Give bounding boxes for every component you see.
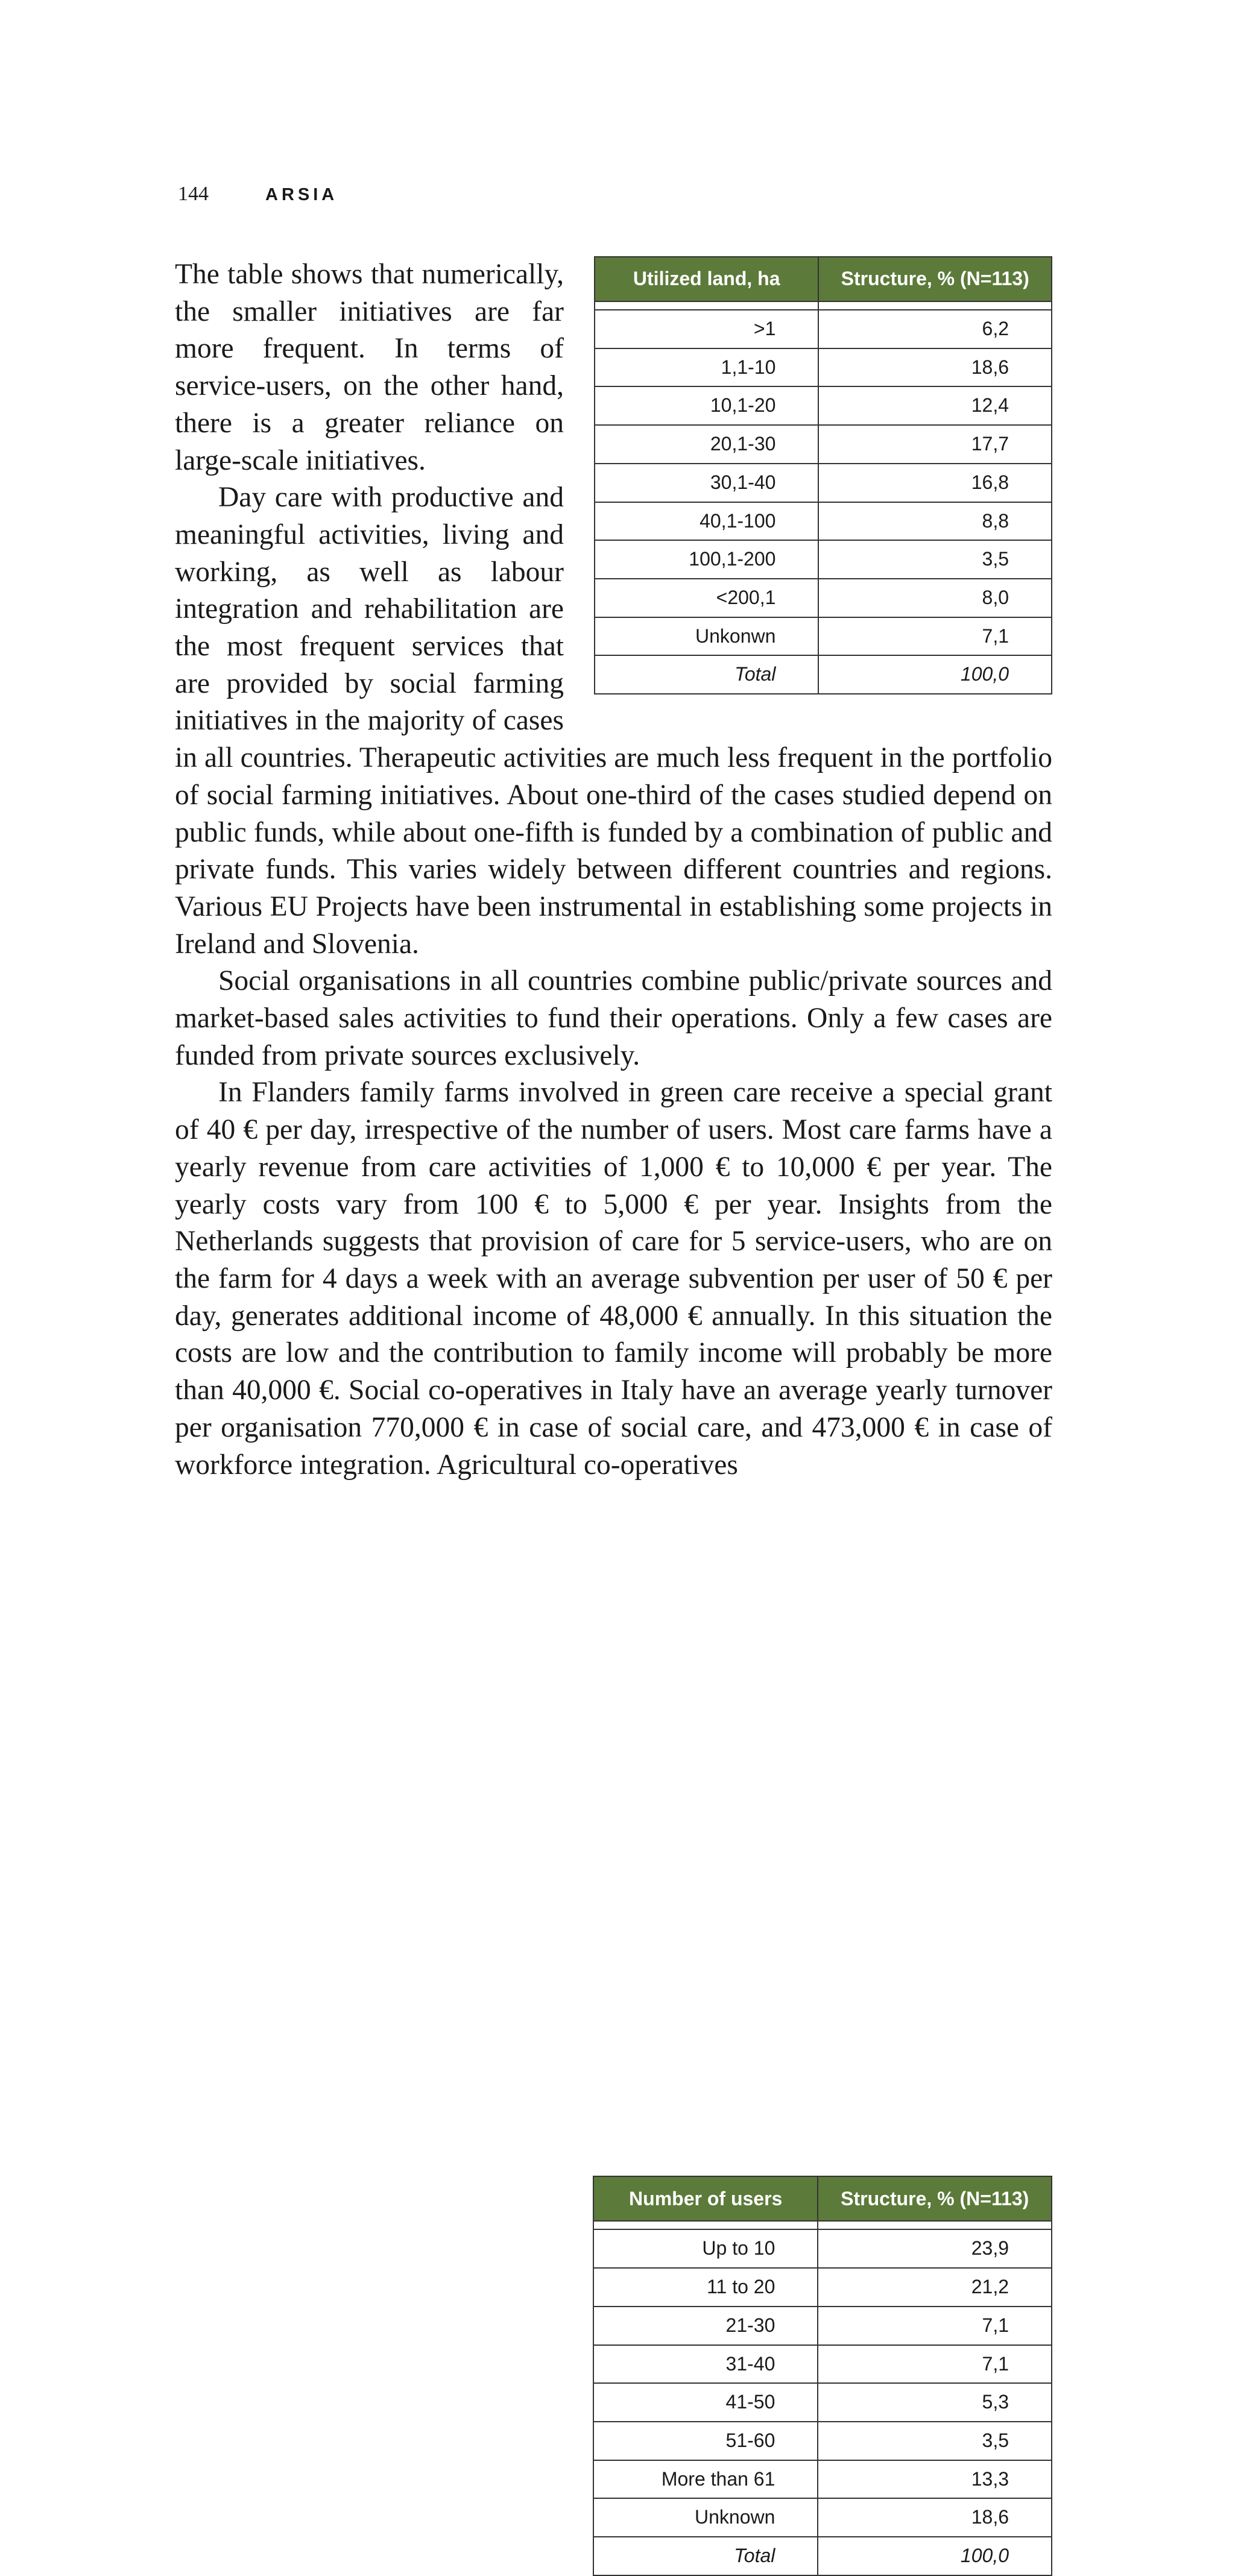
table-cell: 100,0 [818, 655, 1052, 694]
table-cell: 11 to 20 [593, 2268, 818, 2307]
table-cell: More than 61 [593, 2460, 818, 2499]
table-cell: 100,0 [818, 2537, 1052, 2575]
table-cell: Unkonwn [595, 617, 818, 656]
table-cell: 21-30 [593, 2307, 818, 2345]
table-row [595, 310, 1052, 348]
table-cell: 7,1 [818, 2307, 1052, 2345]
table-cell: 40,1-100 [595, 502, 818, 541]
table-cell: 41-50 [593, 2383, 818, 2422]
table-cell: 18,6 [818, 2498, 1052, 2537]
table-row [593, 2498, 1052, 2537]
page-number: 144 [178, 183, 209, 205]
table-row [595, 348, 1052, 387]
table-row [593, 2229, 1052, 2268]
table-cell: 23,9 [818, 2229, 1052, 2268]
table-cell: 18,6 [818, 348, 1052, 387]
column-header: Structure, % (N=113) [818, 2176, 1052, 2221]
paragraph: Social organisations in all countries combine public/private sources and market-based sales activities to fund their operations. Only a few cases are funded from private sources exclusively. [175, 965, 1052, 1071]
paragraph: The table shows that numerically, the smaller initiatives are far more frequent. In terms of service-users, on the other hand, there is a greater reliance on large-scale initiatives. [175, 259, 564, 476]
body-text [175, 256, 1052, 2567]
table-total-row [595, 655, 1052, 694]
table-cell: 3,5 [818, 2422, 1052, 2460]
column-header: Utilized land, ha [595, 257, 818, 301]
table-cell: 21,2 [818, 2268, 1052, 2307]
table-cell: Unknown [593, 2498, 818, 2537]
table-row [593, 2307, 1052, 2345]
table-utilized-land [594, 256, 1052, 720]
table-number-of-users [593, 2176, 1052, 2567]
table-row [593, 2383, 1052, 2422]
column-header: Structure, % (N=113) [818, 257, 1052, 301]
table-row [593, 2422, 1052, 2460]
table-cell: 31-40 [593, 2345, 818, 2384]
table-cell: 6,2 [818, 310, 1052, 348]
paragraph: In Flanders family farms involved in green care receive a special grant of 40 € per day, irrespective of the number of users. Most care farms have a yearly revenue from care activities of 1,000 € to 10,000 € per year. The yearly costs vary from 100 € to 5,000 € per year. Insights from the Netherlands suggests that provision of care for 5 service-users, who are on the farm for 4 days a week with an average subvention per user of 50 € per day, generates additional income of 48,000 € annually. In this situation the costs are low and the contribution to family income will probably be more than 40,000 €. Social co-operatives in Italy have an average yearly turnover per organisation 770,000 € in case of social care, and 473,000 € in case of workforce integration. Agricultural co-operatives [175, 1077, 1052, 1481]
paragraph: Day care with productive and meaningful activities, living and working, as well as labour integration and rehabilitation are the most frequent services that are provided by social farming initiatives in the majority of cases in all countries. Therapeutic activities are much less frequent in the portfolio of social farming initiatives. About one-third of the cases studied depend on public funds, while about one-fifth is funded by a combination of public and private funds. This varies widely between different countries and regions. Various EU Projects have been instrumental in establishing some projects in Ireland and Slovenia. [175, 482, 1052, 960]
table-cell: 20,1-30 [595, 425, 818, 464]
table-cell: 100,1-200 [595, 540, 818, 579]
table-cell: 1,1-10 [595, 348, 818, 387]
table-cell: 16,8 [818, 464, 1052, 502]
table-cell: Up to 10 [593, 2229, 818, 2268]
table-row [595, 617, 1052, 656]
table-row [595, 464, 1052, 502]
column-header: Number of users [593, 2176, 818, 2221]
table-cell: 17,7 [818, 425, 1052, 464]
table-cell: Total [595, 655, 818, 694]
table-cell: 10,1-20 [595, 386, 818, 425]
table-cell: 7,1 [818, 2345, 1052, 2384]
table-cell: >1 [595, 310, 818, 348]
table-cell: Total [593, 2537, 818, 2575]
table-cell: 5,3 [818, 2383, 1052, 2422]
table-row [595, 502, 1052, 541]
table-row [593, 2460, 1052, 2499]
running-title: ARSIA [265, 185, 338, 204]
table-cell: 13,3 [818, 2460, 1052, 2499]
table-row [595, 425, 1052, 464]
table-total-row [593, 2537, 1052, 2575]
table-cell: 8,8 [818, 502, 1052, 541]
table-row [593, 2268, 1052, 2307]
table-cell: 51-60 [593, 2422, 818, 2460]
table-row [593, 2345, 1052, 2384]
table-cell: 8,0 [818, 579, 1052, 617]
table-cell: <200,1 [595, 579, 818, 617]
table-row [595, 579, 1052, 617]
table-cell: 30,1-40 [595, 464, 818, 502]
table-cell: 12,4 [818, 386, 1052, 425]
table-cell: 7,1 [818, 617, 1052, 656]
table-cell: 3,5 [818, 540, 1052, 579]
table-row [595, 386, 1052, 425]
table-row [595, 540, 1052, 579]
